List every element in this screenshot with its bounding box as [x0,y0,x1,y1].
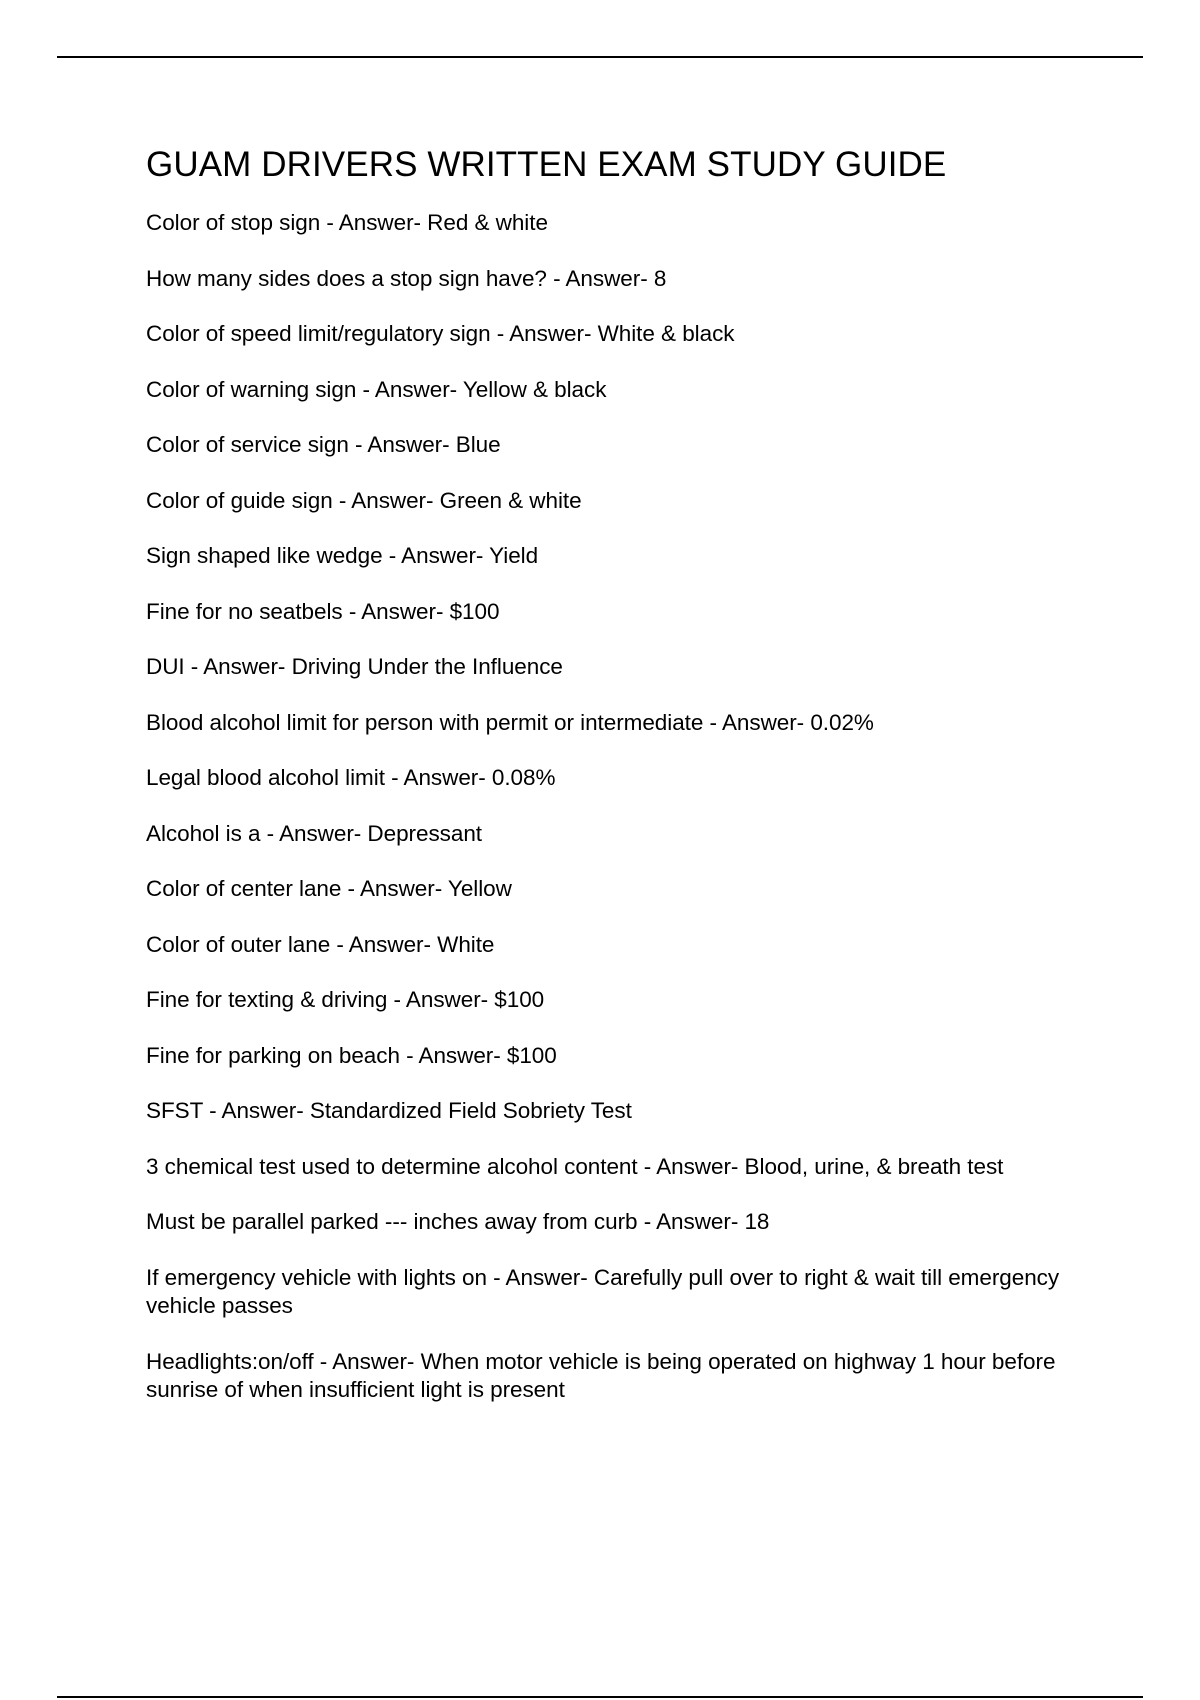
qa-item: Color of stop sign - Answer- Red & white [146,210,548,235]
qa-item: Color of outer lane - Answer- White [146,931,495,957]
qa-item: Legal blood alcohol limit - Answer- 0.08% [146,765,556,790]
qa-item: Must be parallel parked --- inches away from curb - Answer- 18 [146,1209,770,1234]
qa-item: Fine for no seatbels - Answer- $100 [146,598,500,624]
bottom-rule [57,1696,1143,1698]
document-title: GUAM DRIVERS WRITTEN EXAM STUDY GUIDE [146,145,947,184]
qa-item: DUI - Answer- Driving Under the Influence [146,654,563,679]
qa-item: Fine for parking on beach - Answer- $100 [146,1042,557,1068]
qa-item: Color of service sign - Answer- Blue [146,432,501,457]
qa-item: SFST - Answer- Standardized Field Sobriety Test [146,1098,632,1123]
qa-item: Color of speed limit/regulatory sign - Answer- White & black [146,321,735,346]
qa-item: Sign shaped like wedge - Answer- Yield [146,543,539,568]
top-rule [57,56,1143,58]
qa-item: Color of warning sign - Answer- Yellow & black [146,376,607,402]
qa-item: Fine for texting & driving - Answer- $100 [146,987,545,1012]
qa-item: 3 chemical test used to determine alcohol content - Answer- Blood, urine, & breath test [146,1153,1004,1179]
qa-item: Headlights:on/off - Answer- When motor vehicle is being operated on highway 1 hour before sunrise of when insufficient light is present [146,1348,1056,1402]
document-body [146,140,1106,1432]
qa-item: Color of center lane - Answer- Yellow [146,876,512,901]
qa-item: If emergency vehicle with lights on - Answer- Carefully pull over to right & wait till emergency vehicle passes [146,1264,1060,1318]
qa-list [146,209,1106,1405]
qa-item: Alcohol is a - Answer- Depressant [146,820,482,846]
qa-item: Color of guide sign - Answer- Green & white [146,487,582,513]
qa-item: Blood alcohol limit for person with permit or intermediate - Answer- 0.02% [146,709,874,735]
qa-item: How many sides does a stop sign have? - Answer- 8 [146,265,667,291]
